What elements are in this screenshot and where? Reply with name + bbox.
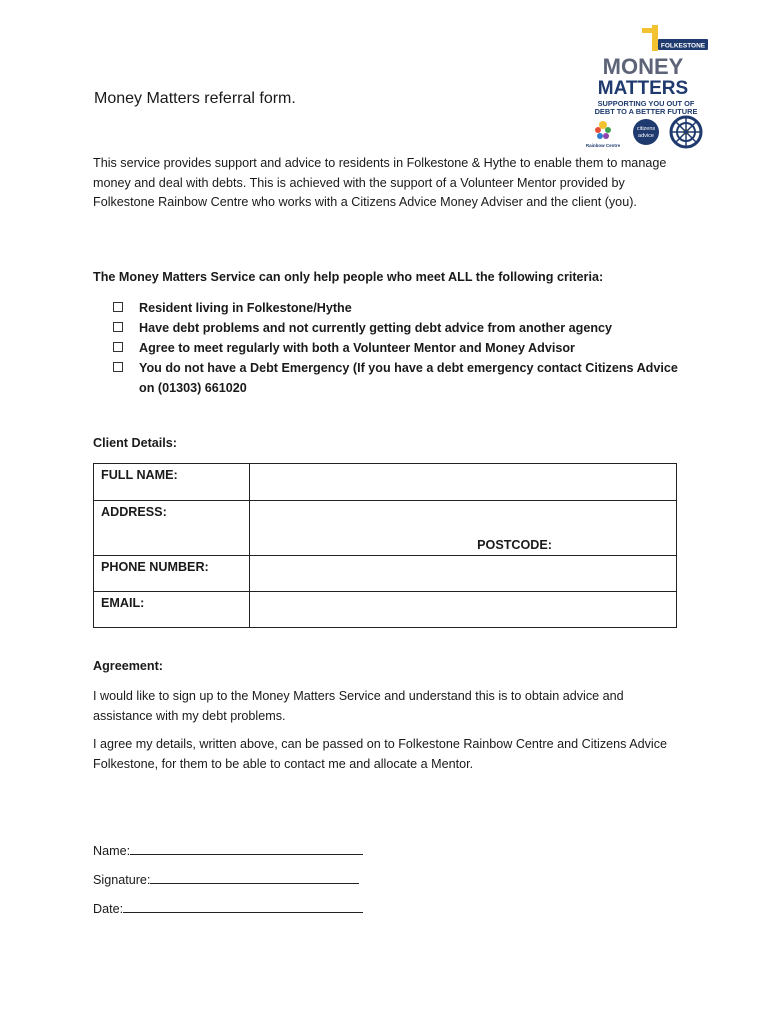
citizens-advice-label-2: advice xyxy=(638,133,654,139)
logo-money-text: MONEY xyxy=(602,54,684,79)
criteria-item: Have debt problems and not currently getting debt advice from another agency xyxy=(113,318,693,338)
address-field[interactable] xyxy=(250,501,677,556)
rainbow-centre-icon xyxy=(595,121,611,139)
name-signoff xyxy=(93,842,363,858)
checkbox-icon[interactable] xyxy=(113,322,123,332)
rotary-wheel-icon xyxy=(671,117,701,147)
signature-line[interactable] xyxy=(150,871,359,884)
criteria-heading: The Money Matters Service can only help people who meet ALL the following criteria: xyxy=(93,270,604,284)
postcode-label: POSTCODE: xyxy=(477,538,552,552)
logo-tagline-2: DEBT TO A BETTER FUTURE xyxy=(594,107,698,116)
phone-number-field[interactable] xyxy=(250,556,677,592)
agreement-paragraph-2: I agree my details, written above, can be passed on to Folkestone Rainbow Centre and Citizens Advice Folkestone, for them to be able to contact me and allocate a Mentor. xyxy=(93,737,668,771)
agreement-heading: Agreement: xyxy=(93,659,163,673)
email-label: EMAIL: xyxy=(94,592,250,628)
date-label: Date: xyxy=(93,902,124,916)
checkbox-icon[interactable] xyxy=(113,362,123,372)
signature-label: Signature: xyxy=(93,873,151,887)
form-title: Money Matters referral form. xyxy=(94,90,296,107)
email-field[interactable] xyxy=(250,592,677,628)
date-signoff xyxy=(93,900,363,916)
logo-tagline-1: SUPPORTING YOU OUT OF xyxy=(597,99,695,108)
rainbow-centre-label: Rainbow Centre xyxy=(585,143,621,148)
logo-sign-text: FOLKESTONE xyxy=(660,42,706,50)
criteria-item: Agree to meet regularly with both a Volunteer Mentor and Money Advisor xyxy=(113,338,693,358)
full-name-label: FULL NAME: xyxy=(94,464,250,501)
client-details-table xyxy=(93,463,677,628)
checkbox-icon[interactable] xyxy=(113,342,123,352)
signature-signoff xyxy=(93,871,359,887)
address-label: ADDRESS: xyxy=(94,501,250,556)
money-matters-logo xyxy=(580,22,715,152)
agreement-paragraph-1: I would like to sign up to the Money Matters Service and understand this is to obtain advice and assistance with my debt problems. xyxy=(93,689,624,723)
checkbox-icon[interactable] xyxy=(113,302,123,312)
logo-matters-text: MATTERS xyxy=(597,78,689,99)
client-details-heading: Client Details: xyxy=(93,436,177,450)
name-label: Name: xyxy=(93,844,131,858)
criteria-item: You do not have a Debt Emergency (If you have a debt emergency contact Citizens Advice on (01303) 661020 xyxy=(113,358,693,398)
criteria-list xyxy=(113,298,693,398)
criteria-item: Resident living in Folkestone/Hythe xyxy=(113,298,693,318)
citizens-advice-label-1: citizens xyxy=(636,126,656,132)
date-line[interactable] xyxy=(123,900,363,913)
full-name-field[interactable] xyxy=(250,464,677,501)
intro-paragraph: This service provides support and advice to residents in Folkestone & Hythe to enable them to manage money and deal with debts. This is achieved with the support of a Volunteer Mentor provided by Folkestone Rainbow Centre who works with a Citizens Advice Money Adviser and the client (you). xyxy=(93,156,667,210)
citizens-advice-icon xyxy=(633,119,659,145)
name-line[interactable] xyxy=(130,842,363,855)
phone-number-label: PHONE NUMBER: xyxy=(94,556,250,592)
